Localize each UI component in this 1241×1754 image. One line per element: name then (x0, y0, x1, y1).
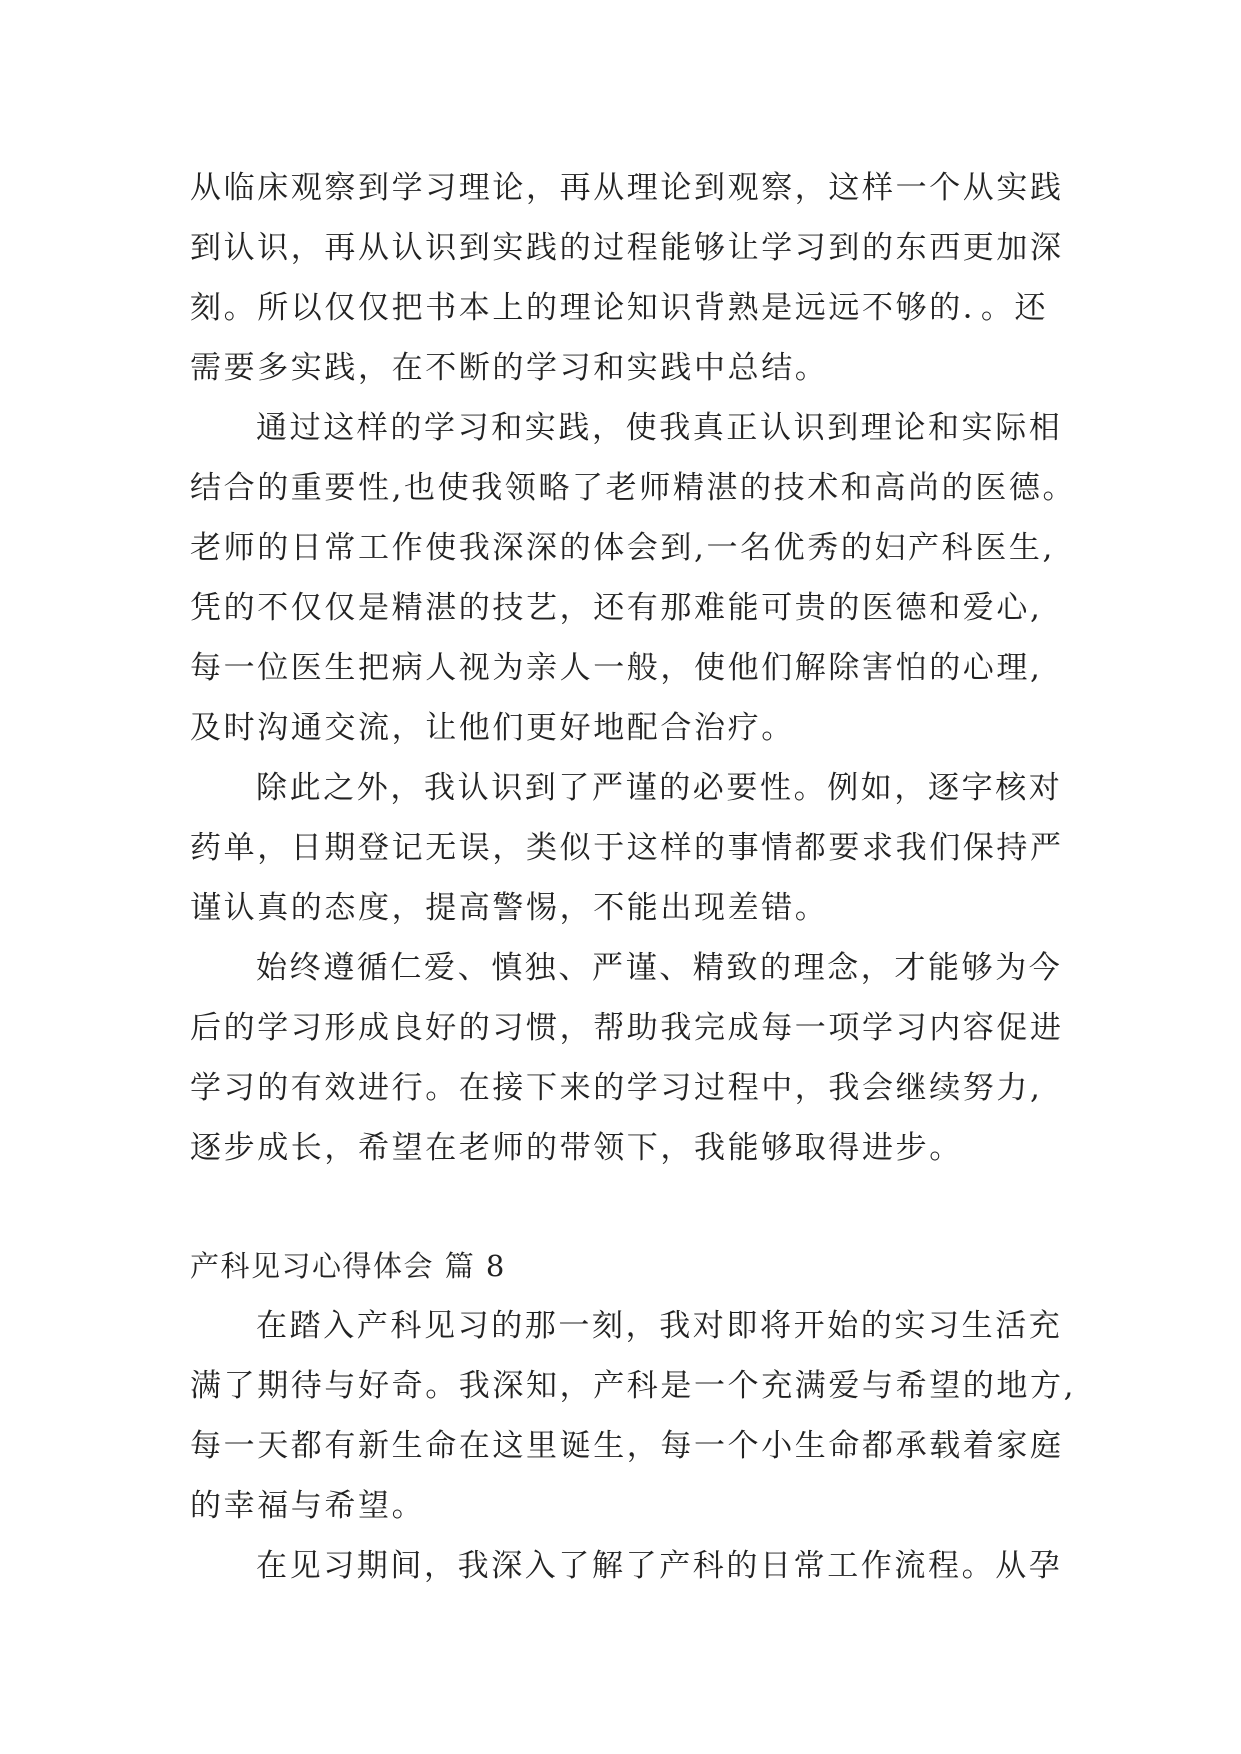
text-line: 满了期待与好奇。我深知，产科是一个充满爱与希望的地方, (190, 1368, 1077, 1404)
paragraph-intro (190, 158, 1064, 398)
paragraph-entering-obstetrics (190, 1296, 1077, 1536)
text-line: 每一天都有新生命在这里诞生，每一个小生命都承载着家庭 (190, 1428, 1064, 1464)
paragraph-rigor (190, 758, 1064, 938)
section-spacer (190, 1178, 1050, 1236)
section-heading: 产科见习心得体会 篇 8 (190, 1249, 506, 1283)
document-body (190, 158, 1077, 1596)
text-line: 在见习期间，我深入了解了产科的日常工作流程。从孕 (256, 1548, 1063, 1584)
text-line: 始终遵循仁爱、慎独、严谨、精致的理念，才能够为今 (256, 950, 1063, 986)
paragraph-workflow (190, 1536, 1063, 1596)
text-line: 从临床观察到学习理论，再从理论到观察，这样一个从实践 (190, 170, 1064, 206)
text-line: 到认识，再从认识到实践的过程能够让学习到的东西更加深 (190, 230, 1064, 266)
text-line: 药单，日期登记无误，类似于这样的事情都要求我们保持严 (190, 830, 1064, 866)
text-line: 谨认真的态度，提高警惕，不能出现差错。 (190, 890, 829, 926)
text-line: 每一位医生把病人视为亲人一般，使他们解除害怕的心理, (190, 650, 1043, 686)
text-line: 的幸福与希望。 (190, 1488, 426, 1524)
text-line: 后的学习形成良好的习惯，帮助我完成每一项学习内容促进 (190, 1010, 1064, 1046)
text-line: 逐步成长，希望在老师的带领下，我能够取得进步。 (190, 1130, 963, 1166)
paragraph-theory-practice (190, 398, 1077, 758)
paragraph-principles (190, 938, 1064, 1178)
text-line: 需要多实践，在不断的学习和实践中总结。 (190, 350, 829, 386)
text-line: 凭的不仅仅是精湛的技艺，还有那难能可贵的医德和爱心, (190, 590, 1043, 626)
text-line: 结合的重要性,也使我领略了老师精湛的技术和高尚的医德。 (190, 470, 1077, 506)
text-line: 学习的有效进行。在接下来的学习过程中，我会继续努力, (190, 1070, 1043, 1106)
text-line: 通过这样的学习和实践，使我真正认识到理论和实际相 (256, 410, 1063, 446)
text-line: 在踏入产科见习的那一刻，我对即将开始的实习生活充 (256, 1308, 1063, 1344)
text-line: 及时沟通交流，让他们更好地配合治疗。 (190, 710, 795, 746)
text-line: 除此之外，我认识到了严谨的必要性。例如，逐字核对 (256, 770, 1063, 806)
text-line: 老师的日常工作使我深深的体会到,一名优秀的妇产科医生, (190, 530, 1055, 566)
text-line: 刻。所以仅仅把书本上的理论知识背熟是远远不够的．。还 (190, 290, 1049, 326)
